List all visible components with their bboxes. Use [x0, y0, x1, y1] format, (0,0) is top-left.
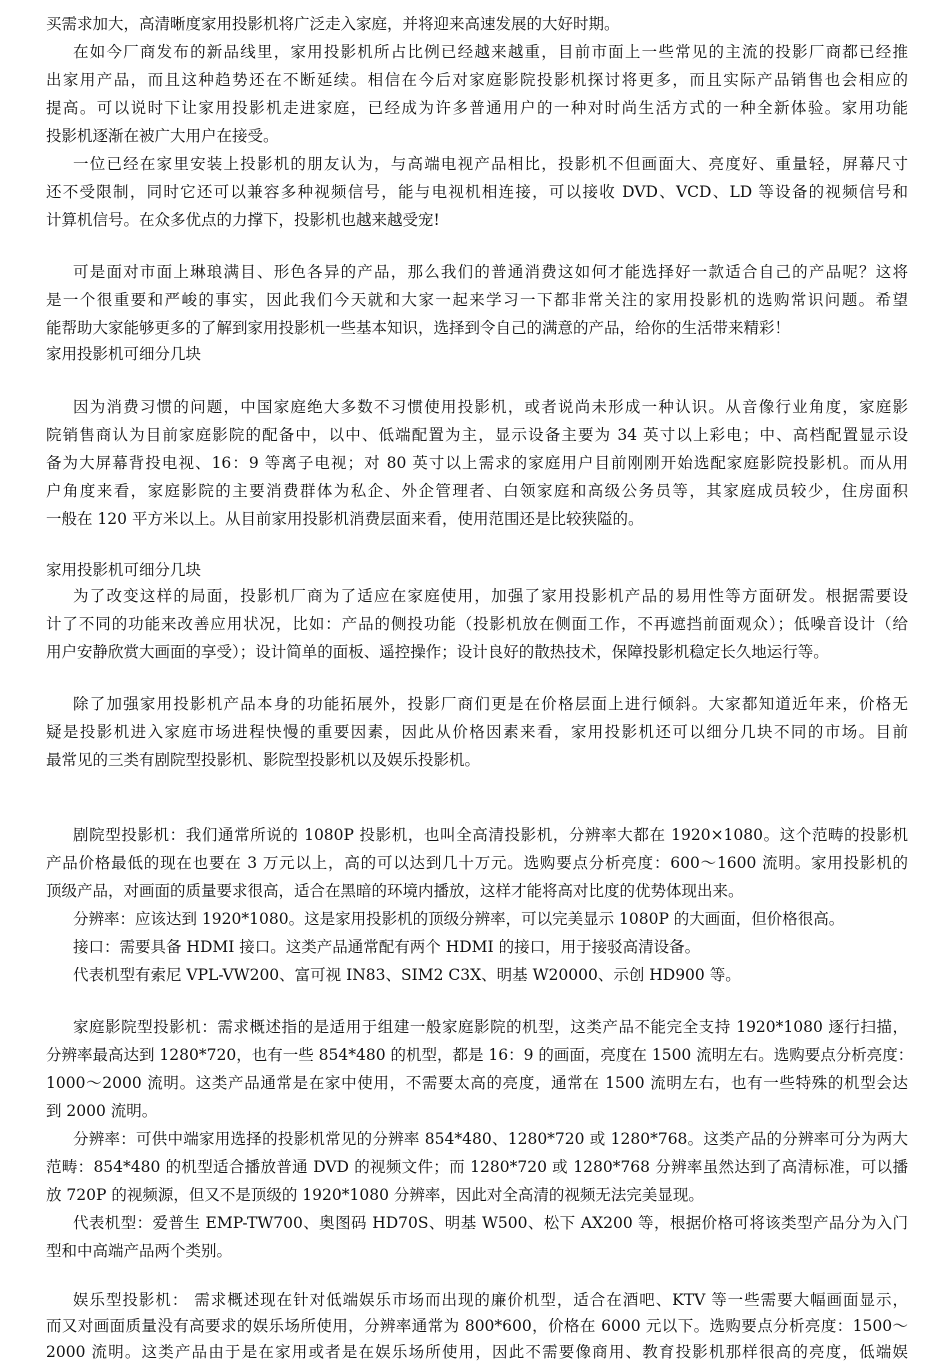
text-line: 还不受限制，同时它还可以兼容多种视频信号，能与电视机相连接，可以接收 DVD、VCD、LD 等设备的视频信号和 — [46, 183, 908, 201]
text-line: 家用投影机可细分几块 — [46, 561, 202, 579]
text-line: 备为大屏幕背投电视、16：9 等离子电视；对 80 英寸以上需求的家庭用户目前刚刚开始选配家庭影院投影机。而从用 — [46, 454, 908, 472]
text-line: 2000 流明。这类产品由于是在家用或者是在娱乐场所使用，因此不需要像商用、教育投影机那样很高的亮度，低端娱 — [46, 1343, 908, 1361]
text-line: 可是面对市面上琳琅满目、形色各异的产品，那么我们的普通消费这如何才能选择好一款适合自己的产品呢？这将 — [73, 263, 908, 281]
text-line: 一般在 120 平方米以上。从目前家用投影机消费层面来看，使用范围还是比较狭隘的。 — [46, 510, 644, 528]
text-line: 范畴：854*480 的机型适合播放普通 DVD 的视频文件；而 1280*720 或 1280*768 分辨率虽然达到了高清标准，可以播 — [46, 1158, 908, 1176]
text-line: 疑是投影机进入家庭市场进程快慢的重要因素，因此从价格因素来看，家用投影机还可以细分几块不同的市场。目前 — [46, 723, 908, 741]
text-line: 产品价格最低的现在也要在 3 万元以上，高的可以达到几十万元。选购要点分析亮度：600～1600 流明。家用投影机的 — [46, 854, 908, 872]
text-line: 院销售商认为目前家庭影院的配备中，以中、低端配置为主，显示设备主要为 34 英寸以上彩电；中、高档配置显示设 — [46, 426, 908, 444]
text-line: 接口：需要具备 HDMI 接口。这类产品通常配有两个 HDMI 的接口，用于接驳高清设备。 — [73, 938, 701, 956]
text-line: 计算机信号。在众多优点的力撑下，投影机也越来越受宠! — [46, 211, 440, 229]
text-line: 分辨率：可供中端家用选择的投影机常见的分辨率 854*480、1280*720 或 1280*768。这类产品的分辨率可分为两大 — [73, 1130, 908, 1148]
text-line: 到 2000 流明。 — [46, 1102, 158, 1120]
text-line: 在如今厂商发布的新品线里，家用投影机所占比例已经越来越重，目前市面上一些常见的主流的投影厂商都已经推 — [73, 43, 908, 61]
text-line: 放 720P 的视频源，但又不是顶级的 1920*1080 分辨率，因此对全高清的视频无法完美显现。 — [46, 1186, 704, 1204]
text-line: 除了加强家用投影机产品本身的功能拓展外，投影厂商们更是在价格层面上进行倾斜。大家都知道近年来，价格无 — [73, 695, 908, 713]
text-line: 家用投影机可细分几块 — [46, 345, 202, 363]
text-line: 出家用产品，而且这种趋势还在不断延续。相信在今后对家庭影院投影机探讨将更多，而且实际产品销售也会相应的 — [46, 71, 908, 89]
text-line: 代表机型：爱普生 EMP-TW700、奥图码 HD70S、明基 W500、松下 AX200 等，根据价格可将该类型产品分为入门 — [73, 1214, 908, 1232]
text-line: 型和中高端产品两个类别。 — [46, 1242, 233, 1260]
text-line: 剧院型投影机：我们通常所说的 1080P 投影机，也叫全高清投影机，分辨率大都在 1920×1080。这个范畴的投影机 — [73, 826, 908, 844]
text-line: 代表机型有索尼 VPL-VW200、富可视 IN83、SIM2 C3X、明基 W20000、示创 HD900 等。 — [73, 966, 741, 984]
text-line: 分辨率最高达到 1280*720，也有一些 854*480 的机型，都是 16：9 的画面，亮度在 1500 流明左右。选购要点分析亮度： — [46, 1046, 914, 1064]
text-line: 为了改变这样的局面，投影机厂商为了适应在家庭使用，加强了家用投影机产品的易用性等方面研发。根据需要设 — [73, 587, 908, 605]
text-line: 用户安静欣赏大画面的享受）；设计简单的面板、遥控操作；设计良好的散热技术，保障投影机稳定长久地运行等。 — [46, 643, 829, 661]
text-line: 最常见的三类有剧院型投影机、影院型投影机以及娱乐投影机。 — [46, 751, 481, 769]
text-line: 投影机逐渐在被广大用户在接受。 — [46, 127, 279, 145]
text-line: 能帮助大家能够更多的了解到家用投影机一些基本知识，选择到令自己的满意的产品，给你的生活带来精彩！ — [46, 319, 791, 337]
text-line: 分辨率：应该达到 1920*1080。这是家用投影机的顶级分辨率，可以完美显示 1080P 的大画面，但价格很高。 — [73, 910, 845, 928]
text-line: 家庭影院型投影机：需求概述指的是适用于组建一般家庭影院的机型，这类产品不能完全支持 1920*1080 逐行扫描， — [73, 1018, 908, 1036]
text-line: 顶级产品，对画面的质量要求很高，适合在黑暗的环境内播放，这样才能将高对比度的优势体现出来。 — [46, 882, 744, 900]
text-line: 是一个很重要和严峻的事实，因此我们今天就和大家一起来学习一下都非常关注的家用投影机的选购常识问题。希望 — [46, 291, 908, 309]
text-line: 1000～2000 流明。这类产品通常是在家中使用，不需要太高的亮度，通常在 1500 流明左右，也有一些特殊的机型会达 — [46, 1074, 908, 1092]
text-line: 因为消费习惯的问题，中国家庭绝大多数不习惯使用投影机，或者说尚未形成一种认识。从音像行业角度，家庭影 — [73, 398, 908, 416]
text-line: 娱乐型投影机： 需求概述现在针对低端娱乐市场而出现的廉价机型，适合在酒吧、KTV 等一些需要大幅画面显示， — [73, 1291, 908, 1309]
text-line: 而又对画面质量没有高要求的娱乐场所使用，分辨率通常为 800*600，价格在 6000 元以下。选购要点分析亮度：1500～ — [46, 1317, 908, 1335]
text-line: 计了不同的功能来改善应用状况，比如：产品的侧投功能（投影机放在侧面工作，不再遮挡前面观众）；低噪音设计（给 — [46, 615, 908, 633]
text-line: 提高。可以说时下让家用投影机走进家庭，已经成为许多普通用户的一种对时尚生活方式的一种全新体验。家用功能 — [46, 99, 908, 117]
text-line: 户角度来看，家庭影院的主要消费群体为私企、外企管理者、白领家庭和高级公务员等，其家庭成员较少，住房面积 — [46, 482, 908, 500]
text-line: 买需求加大，高清晰度家用投影机将广泛走入家庭，并将迎来高速发展的大好时期。 — [46, 15, 620, 33]
text-line: 一位已经在家里安装上投影机的朋友认为，与高端电视产品相比，投影机不但画面大、亮度好、重量轻，屏幕尺寸 — [73, 155, 908, 173]
